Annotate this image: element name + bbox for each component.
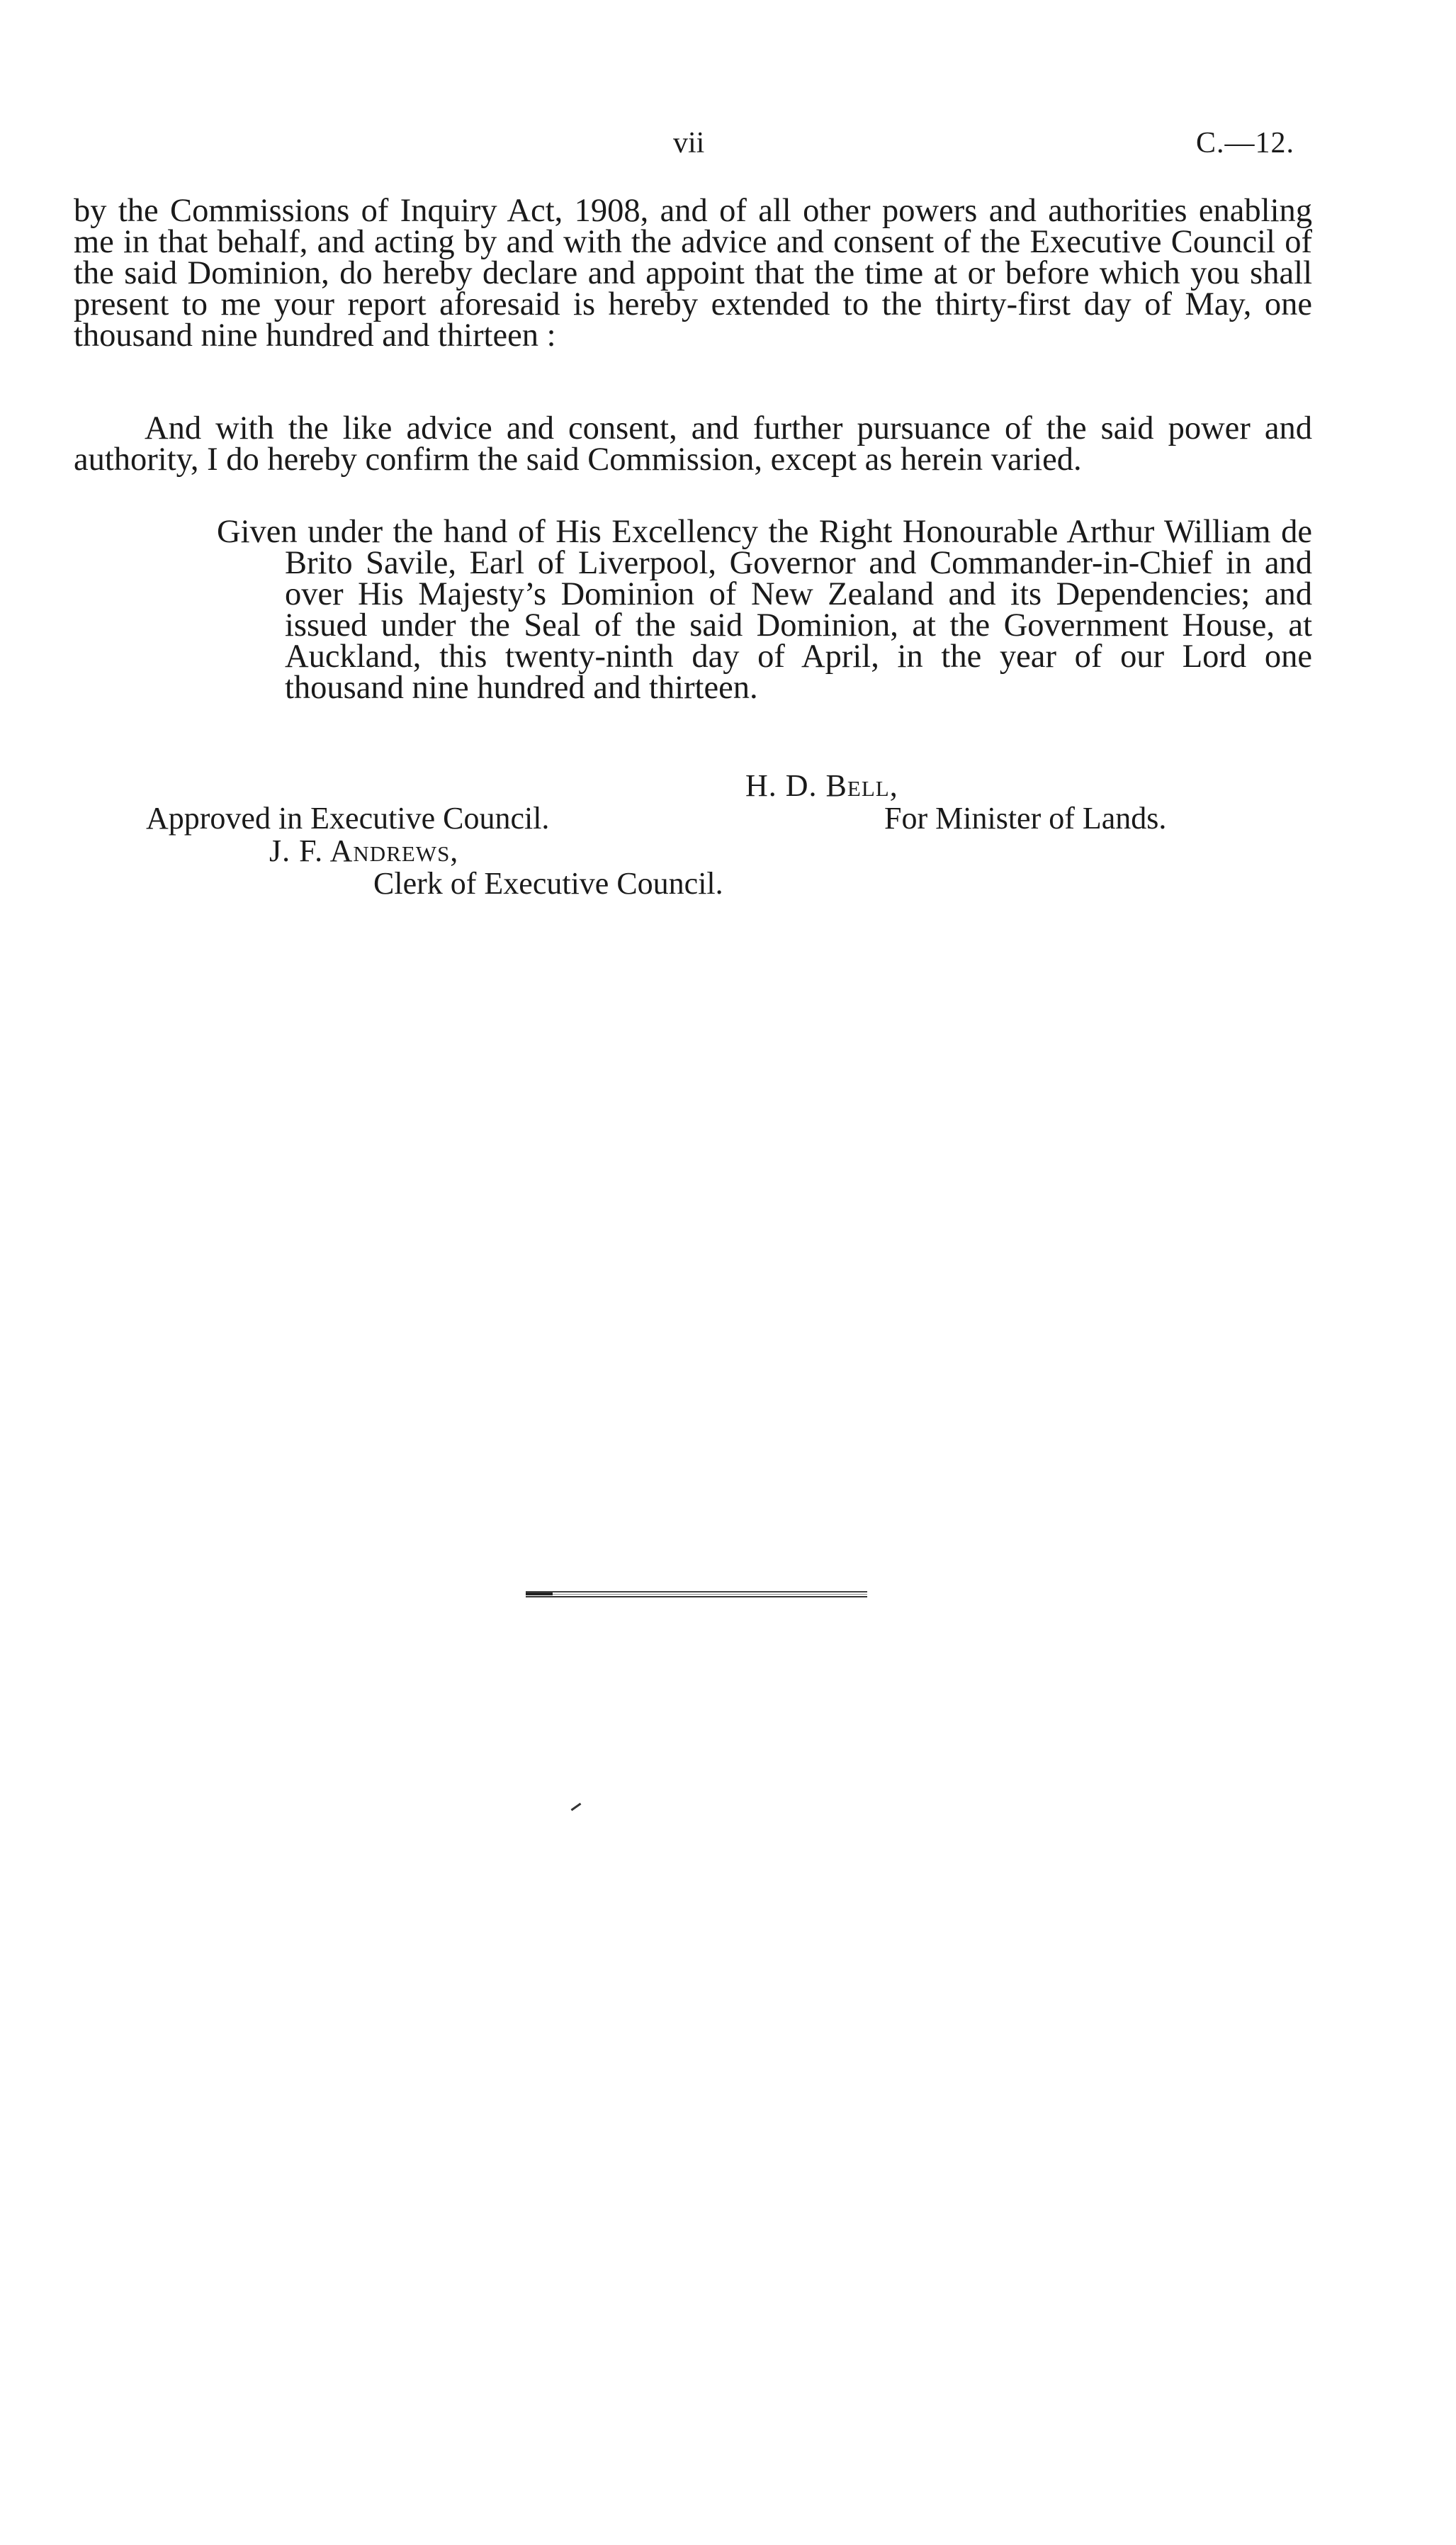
body-paragraph-1: by the Commissions of Inquiry Act, 1908, and of all other powers and authorities enabling me in that behalf, and acting by and with the advice and consent of the Executive Council of the said Dominion, do hereby declare and appoint that the time at or before which you shall present to me your report aforesaid is hereby extended to the thirty-first day of May, one thousand nine hundred and thirteen : xyxy=(74,193,1312,354)
stray-mark xyxy=(571,1803,582,1811)
approval-note: Approved in Executive Council. xyxy=(146,801,550,836)
clerk-role: Clerk of Executive Council. xyxy=(373,866,723,901)
document-reference: C.—12. xyxy=(1196,127,1295,159)
clerk-name: J. F. Andrews, xyxy=(269,833,459,868)
end-rule xyxy=(526,1591,867,1597)
body-paragraph-2: And with the like advice and consent, and further pursuance of the said power and authority, I do hereby confirm the said Commission, except as herein varied. xyxy=(74,410,1312,478)
signatory-name: H. D. Bell, xyxy=(745,768,898,803)
given-clause: Given under the hand of His Excellency the Right Honourable Arthur William de Brito Savile, Earl of Liverpool, Governor and Commander-in-Chief in and over His Majesty’s Dominion of New Zealand and its Dependencies; and issued under the Seal of the said Dominion, at the Government House, at Auckland, this twenty-ninth day of April, in the year of our Lord one thousand nine hundred and thirteen. xyxy=(217,514,1312,706)
signatory-role: For Minister of Lands. xyxy=(884,801,1167,836)
page-number: vii xyxy=(673,127,705,159)
